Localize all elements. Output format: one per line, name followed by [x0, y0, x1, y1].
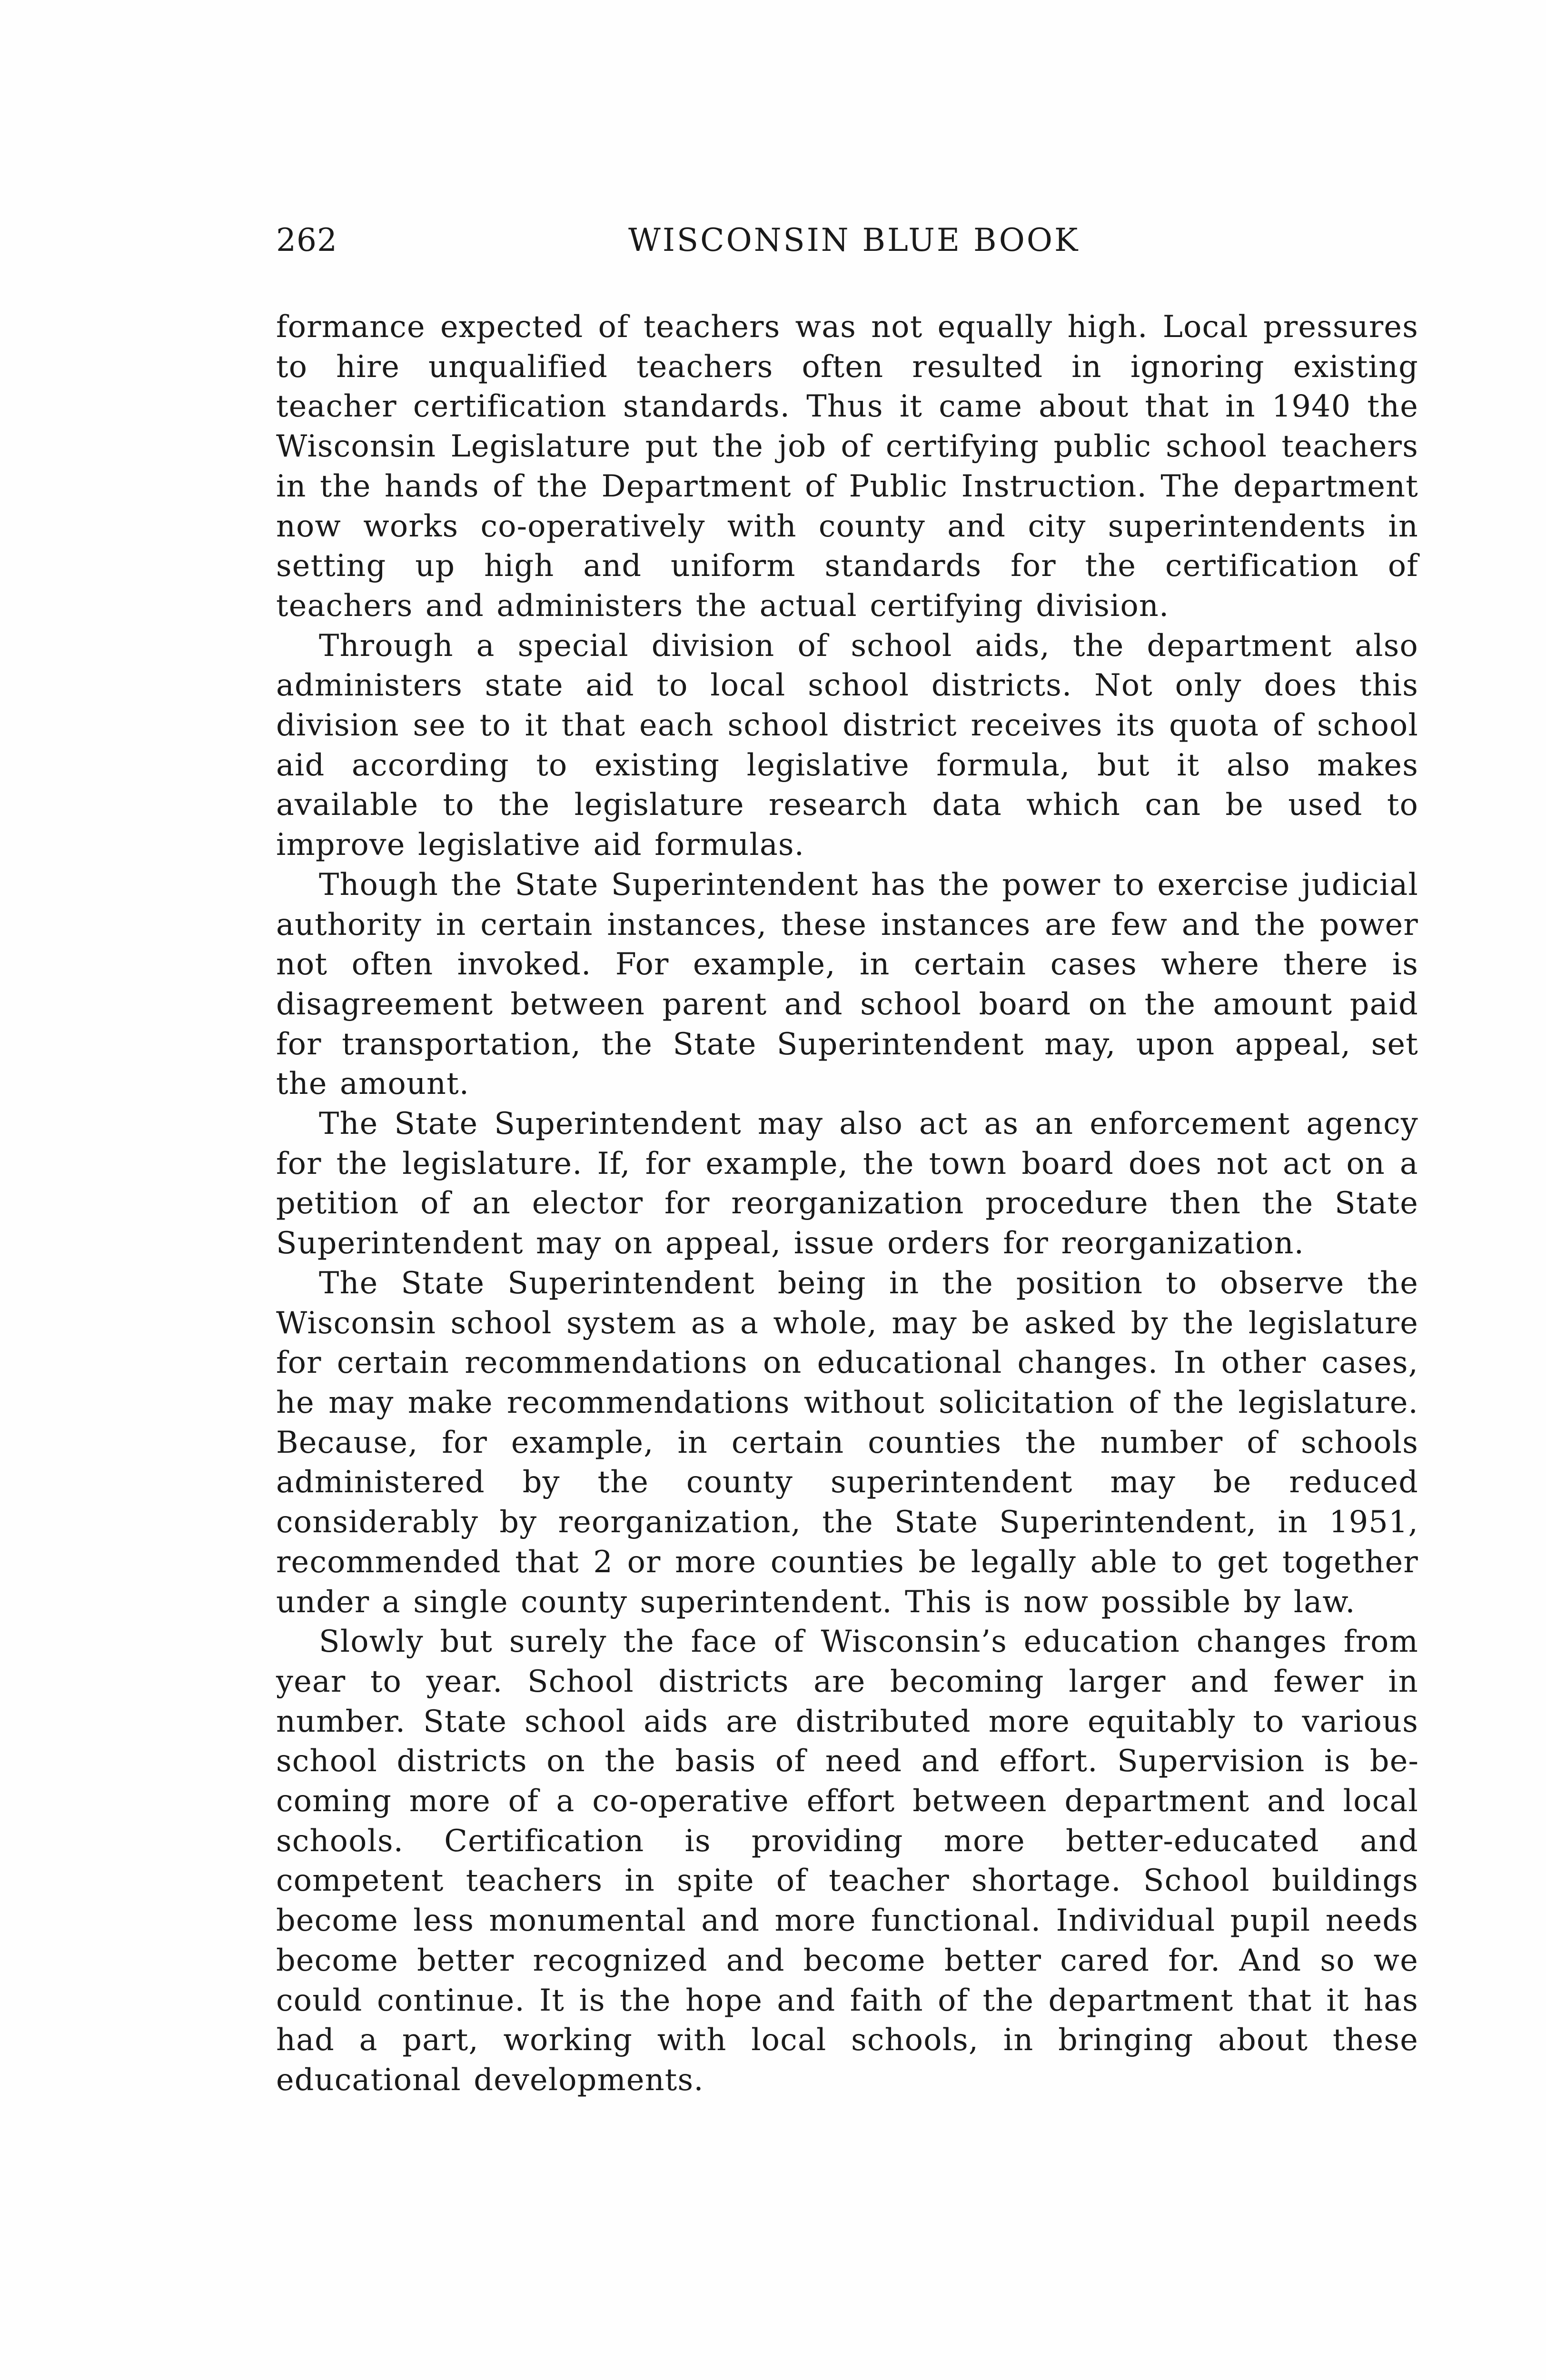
page-header: [276, 217, 1418, 269]
running-title: WISCONSIN BLUE BOOK: [628, 222, 1080, 258]
page-number: 262: [276, 222, 337, 258]
paragraph-recommendations: The State Superintendent being in the position to observe the Wisconsin school system as a whole, may be asked by the legislature for certain recommendations on educational changes. In other cases, he may make recommendations without solicitation of the legislature. Because, for example, in certain counties the number of schools administered by the county superintendent may be reduced considerably by reorganization, the State Superintendent, in 1951, recommended that 2 or more counties be legally able to get together under a single county superintendent. This is now possible by law.: [276, 1265, 1418, 1619]
paragraph-education-changes: Slowly but surely the face of Wisconsin’s education changes from year to year. School districts are becoming larger and fewer in number. State school aids are distributed more equitably to various school districts on the basis of need and effort. Supervision is becoming more of a co-operative effort between department and local schools. Certification is providing more better-educated and competent teachers in spite of teacher shortage. School buildings become less monumental and more functional. Individual pupil needs become better recognized and become better cared for. And so we could continue. It is the hope and faith of the department that it has had a part, working with local schools, in bringing about these educational developments.: [276, 1624, 1418, 2097]
paragraph-certification: formance expected of teachers was not equally high. Local pressures to hire unqualified teachers often resulted in ignoring existing teacher certification standards. Thus it came about that in 1940 the Wisconsin Legislature put the job of certifying public school teachers in the hands of the Department of Public Instruction. The department now works co-operatively with county and city superintendents in setting up high and uniform standards for the certification of teachers and administers the actual certifying division.: [276, 309, 1418, 623]
paragraph-enforcement-agency: The State Superintendent may also act as an enforcement agency for the legislature. If, for example, the town board does not act on a petition of an elector for reorganization procedure then the State Superintendent may on appeal, issue orders for reorganization.: [276, 1106, 1418, 1261]
paragraph-school-aids: Through a special division of school aids, the department also administers state aid to local school districts. Not only does this division see to it that each school district receives its quota of school aid according to existing legislative formula, but it also makes available to the legislature research data which can be used to improve legislative aid formulas.: [276, 627, 1418, 863]
body-text: [276, 307, 1418, 2100]
paragraph-judicial-authority: Though the State Superintendent has the power to exercise judicial authority in certain instances, these instances are few and the power not often invoked. For example, in certain cases where there is disagreement between parent and school board on the amount paid for transportation, the State Superintendent may, upon appeal, set the amount.: [276, 866, 1418, 1101]
